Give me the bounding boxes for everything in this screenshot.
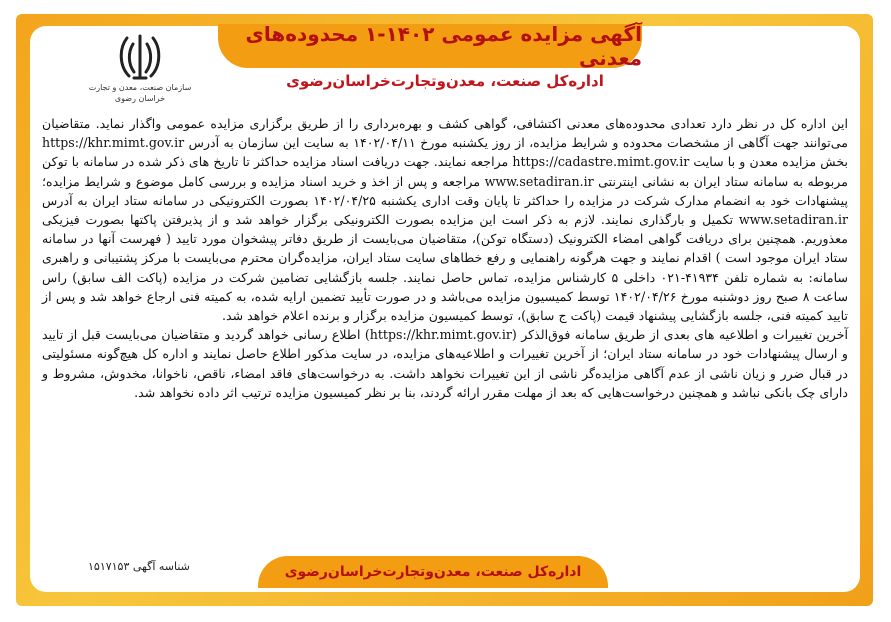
organization-subtitle: اداره‌کل صنعت، معدن‌وتجارت‌خراسان‌رضوی (286, 72, 604, 90)
iran-emblem-icon (117, 32, 163, 82)
ad-body (42, 114, 848, 402)
ad-title-banner (218, 24, 642, 68)
ad-paragraph-1: این اداره کل در نظر دارد تعدادی محدوده‌های معدنی اکتشافی، گواهی کشف و بهره‌برداری را از طریق برگزاری مزایده عمومی واگذار نماید. متقاضیان می‌توانند جهت آگاهی از مشخصات محدوده و شرایط مزایده، از روز یکشنبه مورخ ۱۴۰۲/۰۴/۱۱ به سایت این سازمان به آدرس https://khr.mimt.gov.ir بخش مزایده معدن و با سایت https://cadastre.mimt.gov.ir مراجعه نمایند. جهت دریافت اسناد مزایده حداکثر تا تاریخ های ذکر شده در سامانه با توکن مربوطه به سامانه ستاد ایران به نشانی اینترنتی www.setadiran.ir مراجعه و پس از اخذ و خرید اسناد مزایده و بررسی کامل موضوع و شرایط مزایده؛ پیشنهادات خود به انضمام مدارک شرکت در مزایده را حداکثر تا پایان وقت اداری یکشنبه ۱۴۰۲/۰۴/۲۵ بصورت الکترونیکی در سامانه ستاد ایران به آدرس www.setadiran.ir تکمیل و بارگذاری نمایند. لازم به ذکر است این مزایده بصورت الکترونیکی برگزار خواهد شد و از پذیرفتن پاکتها بصورت فیزیکی معذوریم. همچنین برای دریافت گواهی امضاء الکترونیک (دستگاه توکن)، متقاضیان می‌بایست از طریق دفاتر پیشخوان مورد تایید ( فهرست آنها در سامانه ستاد ایران موجود است ) اقدام نمایند و جهت هرگونه راهنمایی و رفع خطاهای سایت ستاد ایران، مزایده‌گران محترم می‌بایست با مرکز پشتیبانی و راهبری سامانه: به شماره تلفن ۴۱۹۳۴-۰۲۱ داخلی ۵ کارشناس مزایده، تماس حاصل نمایند. جلسه بازگشایی تضامین شرکت در مزایده (پاکت الف سابق) راس ساعت ۸ صبح روز دوشنبه مورخ ۱۴۰۲/۰۴/۲۶ توسط کمیسیون مزایده می‌باشد و در صورت تأیید تضمین ارایه شده، به کمیته فنی ارجاع خواهد شد و پس از تایید کمیته فنی، جلسه بازگشایی پیشنهاد قیمت (پاکت ج سابق)، توسط کمیسیون مزایده برگزار و برنده اعلام خواهد شد. (42, 116, 848, 324)
emblem-caption: سازمان صنعت، معدن و تجارت خراسان رضوی (88, 83, 192, 103)
footer-organization: اداره‌کل صنعت، معدن‌وتجارت‌خراسان‌رضوی (284, 564, 582, 580)
ad-id: شناسه آگهی ۱۵۱۷۱۵۳ (88, 560, 190, 573)
ad-paragraph-2: آخرین تغییرات و اطلاعیه های بعدی از طریق سامانه فوق‌الذکر (https://khr.mimt.gov.ir) اطلاع رسانی خواهد گردید و متقاضیان می‌بایست قبل از تایید و ارسال پیشنهادات خود در سامانه ستاد ایران؛ از آخرین تغییرات و اطلاعیه‌های مزایده، در سایت مذکور اطلاع حاصل نمایند و اداره کل هیچ‌گونه مسئولیتی در قبال ضرر و زیان ناشی از عدم آگاهی مزایده‌گر ناشی از این تغییرات نخواهد داشت. به درخواست‌های فاقد امضاء، ناقص، ناخوانا، مخدوش، مشروط و دارای چک بانکی نباشد و همچنین درخواست‌هایی که بعد از مهلت مقرر ارائه گردند، بنا بر نظر کمیسیون مزایده ترتیب اثر داده نخواهد شد. (42, 327, 848, 400)
footer-banner (258, 556, 608, 588)
ad-title: آگهی مزایده عمومی ۱۴۰۲-۱ محدوده‌های معدنی (245, 22, 642, 70)
